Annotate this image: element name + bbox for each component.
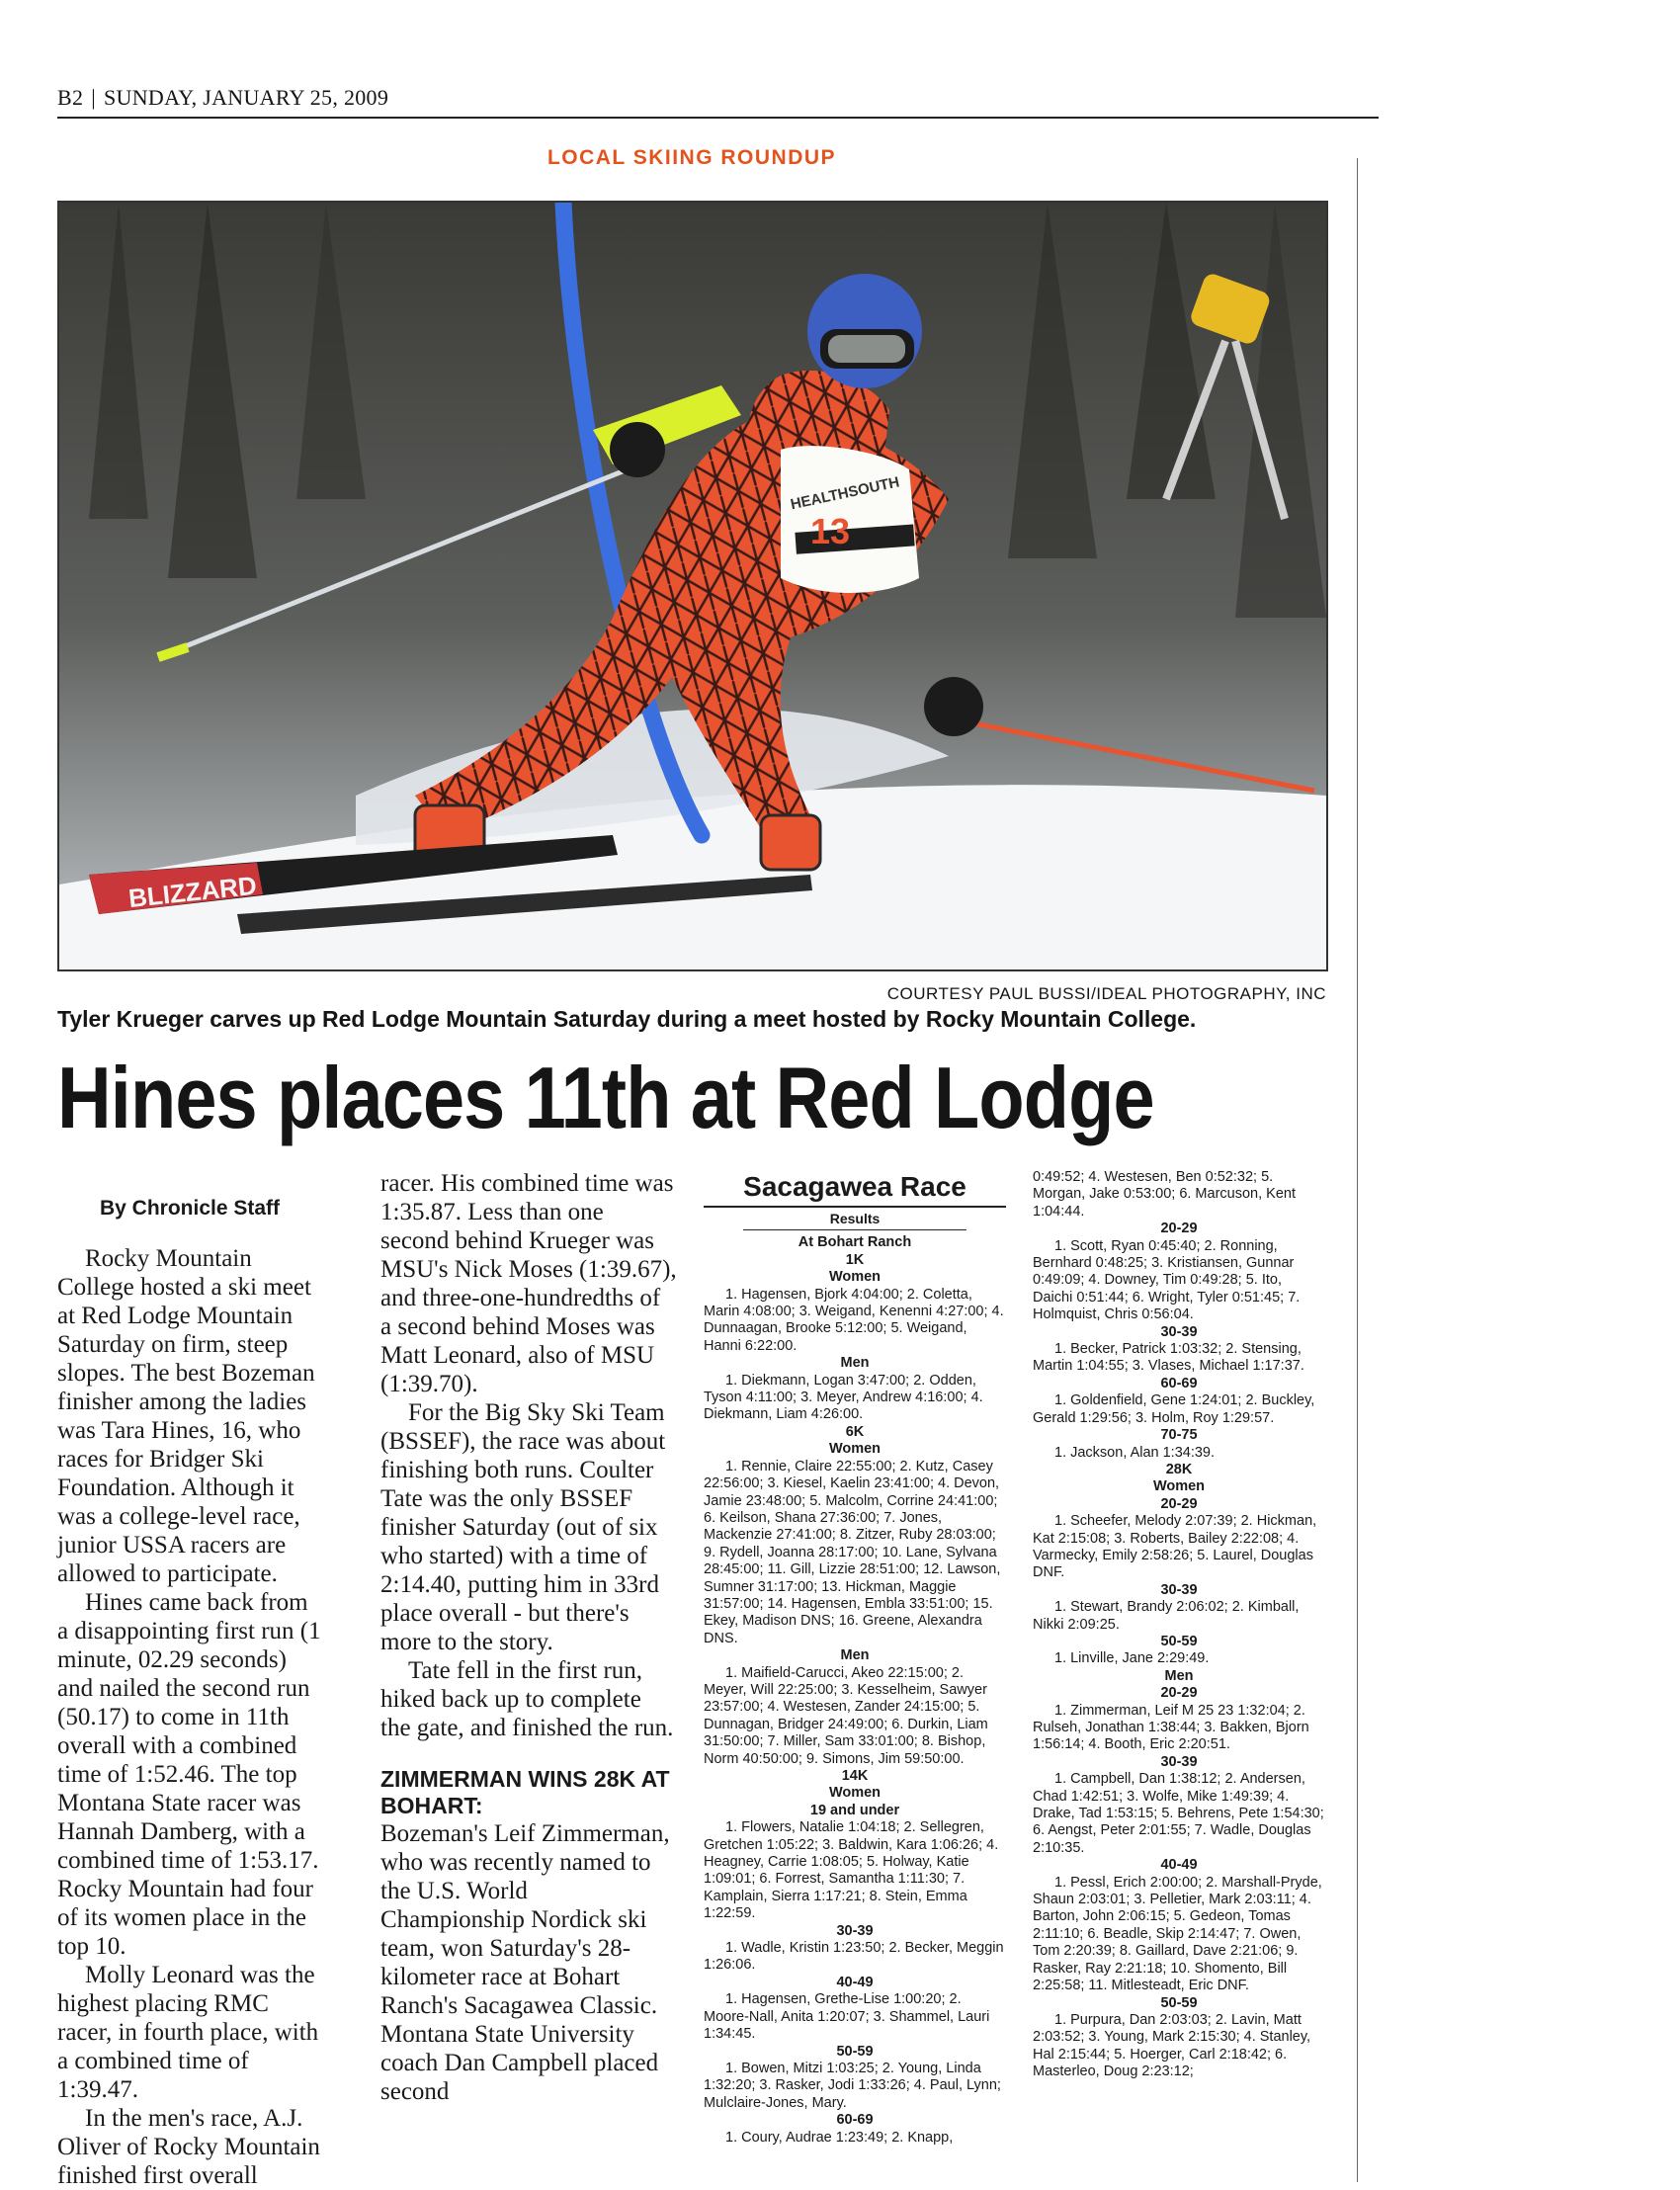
folio-separator: | <box>91 85 96 110</box>
results-entry: 1. Wadle, Kristin 1:23:50; 2. Becker, Meggin 1:26:06. <box>704 1940 1004 1974</box>
results-heading: 6K <box>845 1423 865 1440</box>
headline: Hines places 11th at Red Lodge <box>57 1049 1154 1146</box>
results-heading: 19 and under <box>809 1802 900 1818</box>
results-column-2 <box>1033 1169 1325 2081</box>
results-heading: Men <box>840 1647 870 1664</box>
results-heading: 50-59 <box>1160 1994 1198 2011</box>
results-heading: 30-39 <box>836 1922 874 1939</box>
results-heading: 30-39 <box>1160 1581 1198 1598</box>
results-heading: 30-39 <box>1160 1323 1198 1340</box>
results-heading: 60-69 <box>836 2112 874 2129</box>
photo-credit: COURTESY PAUL BUSSI/IDEAL PHOTOGRAPHY, INC <box>886 984 1326 1003</box>
results-entry: 1. Coury, Audrae 1:23:49; 2. Knapp, <box>725 2129 954 2146</box>
results-entry: 1. Becker, Patrick 1:03:32; 2. Stensing, Martin 1:04:55; 3. Vlases, Michael 1:17:37. <box>1033 1341 1304 1375</box>
article-paragraph: Hines came back from a disappointing first run (1 minute, 02.29 seconds) and nailed the second run (50.17) to come in 11th overall with a combined time of 1:52.46. The top Montana State racer was Hannah Damberg, with a combined time of 1:53.17. Rocky Mountain had four of its women place in the top 10. <box>57 1589 321 1960</box>
page-date: SUNDAY, JANUARY 25, 2009 <box>104 85 389 110</box>
results-entry: 1. Scheefer, Melody 2:07:39; 2. Hickman, Kat 2:15:08; 3. Roberts, Bailey 2:22:08; 4. Varmecky, Emily 2:58:26; 5. Laurel, Douglas DNF. <box>1033 1513 1317 1581</box>
results-entry: 1. Maifield-Carucci, Akeo 22:15:00; 2. Meyer, Will 22:25:00; 3. Kesselheim, Sawyer 23:57:00; 4. Westesen, Zander 24:15:00; 5. Dunnagan, Bridger 24:49:00; 6. Durkin, Liam 31:50:00; 7. Miller, Sam 33:01:00; 8. Bishop, Norm 40:50:00; 9. Simons, Jim 59:50:00. <box>704 1664 988 1767</box>
results-heading: Men <box>840 1355 870 1372</box>
results-entry: 1. Jackson, Alan 1:34:39. <box>1054 1444 1216 1461</box>
results-heading: Women <box>1152 1478 1206 1495</box>
column-rule <box>1357 158 1358 2182</box>
results-heading: 50-59 <box>1160 1633 1198 1649</box>
results-heading: 28K <box>1165 1461 1193 1477</box>
ski-racer-illustration <box>59 203 1326 969</box>
article-column-1 <box>57 1186 322 2190</box>
results-entry: 1. Campbell, Dan 1:38:12; 2. Andersen, Chad 1:42:51; 3. Wolfe, Mike 1:49:39; 4. Drake, Tad 1:53:15; 5. Behrens, Pete 1:54:30; 6. Aengst, Peter 2:01:55; 7. Wadle, Douglas 2:10:35. <box>1033 1771 1324 1856</box>
results-entry: 0:49:52; 4. Westesen, Ben 0:52:32; 5. Morgan, Jake 0:53:00; 6. Marcuson, Kent 1:04:44. <box>1033 1169 1296 1220</box>
results-heading: 50-59 <box>836 2043 874 2060</box>
results-heading: 60-69 <box>1160 1375 1198 1391</box>
results-entry: 1. Hagensen, Grethe-Lise 1:00:20; 2. Moore-Nall, Anita 1:20:07; 3. Shammel, Lauri 1:34:45. <box>704 1991 990 2043</box>
results-heading: 14K <box>841 1768 869 1784</box>
results-heading: Women <box>828 1441 882 1458</box>
article-paragraph: Molly Leonard was the highest placing RMC racer, in fourth place, with a combined time of 1:39.47. <box>57 1962 319 2103</box>
results-entry: 1. Bowen, Mitzi 1:03:25; 2. Young, Linda 1:32:20; 3. Rasker, Jodi 1:33:26; 4. Paul, Lynn; Mulclaire-Jones, Mary. <box>704 2060 1001 2111</box>
results-heading: 1K <box>845 1251 865 1268</box>
results-entry: 1. Scott, Ryan 0:45:40; 2. Ronning, Bernhard 0:48:25; 3. Kristiansen, Gunnar 0:49:09; 4. Downey, Tim 0:49:28; 5. Ito, Daichi 0:51:44; 6. Wright, Tyler 0:51:45; 7. Holmquist, Chris 0:56:04. <box>1033 1237 1301 1323</box>
results-heading: 30-39 <box>1160 1753 1198 1770</box>
article-paragraph: Tate fell in the first run, hiked back up to complete the gate, and finished the run. <box>380 1657 674 1741</box>
results-entry: 1. Stewart, Brandy 2:06:02; 2. Kimball, Nikki 2:09:25. <box>1033 1599 1300 1633</box>
page-folio <box>57 85 1379 119</box>
results-heading: 20-29 <box>1160 1221 1198 1237</box>
results-heading: 40-49 <box>1160 1857 1198 1874</box>
results-entry: 1. Linville, Jane 2:29:49. <box>1054 1650 1210 1667</box>
article-subhead: ZIMMERMAN WINS 28K AT BOHART: <box>380 1766 670 1818</box>
results-title: Sacagawea Race <box>704 1171 1006 1208</box>
results-entry: 1. Zimmerman, Leif M 25 23 1:32:04; 2. Rulseh, Jonathan 1:38:44; 3. Bakken, Bjorn 1:56:14; 4. Booth, Eric 2:20:51. <box>1033 1702 1309 1753</box>
article-column-2 <box>380 1169 677 2106</box>
article-paragraph: In the men's race, A.J. Oliver of Rocky Mountain finished first overall <box>57 2105 320 2189</box>
ski-brand: BLIZZARD <box>126 870 259 914</box>
results-entry: 1. Diekmann, Logan 3:47:00; 2. Odden, Tyson 4:11:00; 3. Meyer, Andrew 4:16:00; 4. Diekmann, Liam 4:26:00. <box>704 1372 983 1423</box>
bib-sponsor: HEALTHSOUTH <box>789 473 901 514</box>
page-number: B2 <box>57 85 84 110</box>
article-paragraph: Bozeman's Leif Zimmerman, who was recently named to the U.S. World Championship Nordick ski team, won Saturday's 28-kilometer race at Bohart Ranch's Sacagawea Classic. Montana State University coach Dan Campbell placed second <box>380 1820 670 2105</box>
results-heading: 20-29 <box>1160 1495 1198 1512</box>
results-heading: Women <box>828 1269 882 1286</box>
results-heading: Men <box>1164 1667 1194 1684</box>
results-entry: 1. Pessl, Erich 2:00:00; 2. Marshall-Pryde, Shaun 2:03:01; 3. Pelletier, Mark 2:03:11; 4. Barton, John 2:06:15; 5. Gedeon, Tomas 2:11:10; 6. Beadle, Skip 2:14:47; 7. Owen, Tom 2:20:39; 8. Gaillard, Dave 2:21:06; 9. Rasker, Ray 2:21:18; 10. Shomento, Bill 2:25:58; 11. Mitlesteadt, Eric DNF. <box>1033 1874 1322 1994</box>
results-heading: 70-75 <box>1160 1427 1198 1444</box>
bib-number: 13 <box>810 511 851 551</box>
results-entry: 1. Purpura, Dan 2:03:03; 2. Lavin, Matt 2:03:52; 3. Young, Mark 2:15:30; 4. Stanley, Hal 2:15:44; 5. Hoerger, Carl 2:18:42; 6. Masterleo, Doug 2:23:12; <box>1033 2011 1311 2080</box>
results-tag: Results <box>743 1211 966 1230</box>
results-heading: Women <box>828 1785 882 1802</box>
photo-caption: Tyler Krueger carves up Red Lodge Mountain Saturday during a meet hosted by Rocky Mountain College. <box>57 1006 1197 1032</box>
results-heading: 20-29 <box>1160 1685 1198 1702</box>
article-paragraph: racer. His combined time was 1:35.87. Less than one second behind Krueger was MSU's Nick Moses (1:39.67), and three-one-hundredths of a second behind Moses was Matt Leonard, also of MSU (1:39.70). <box>380 1170 677 1397</box>
news-photo <box>57 201 1328 971</box>
results-entry: 1. Flowers, Natalie 1:04:18; 2. Sellegren, Gretchen 1:05:22; 3. Baldwin, Kara 1:06:26; 4. Heagney, Carrie 1:08:05; 5. Holway, Katie 1:09:01; 6. Forrest, Samantha 1:11:30; 7. Kamplain, Sierra 1:17:21; 8. Stein, Emma 1:22:59. <box>704 1819 999 1922</box>
section-label: LOCAL SKIING ROUNDUP <box>546 146 837 169</box>
results-heading: At Bohart Ranch <box>798 1234 912 1251</box>
byline: By Chronicle Staff <box>99 1197 281 1220</box>
results-column-1 <box>704 1171 1006 2147</box>
results-entry: 1. Rennie, Claire 22:55:00; 2. Kutz, Casey 22:56:00; 3. Kiesel, Kaelin 23:41:00; 4. Devon, Jamie 23:48:00; 5. Malcolm, Corrine 24:41:00; 6. Keilson, Shana 27:36:00; 7. Jones, Mackenzie 27:41:00; 8. Zitzer, Ruby 28:03:00; 9. Rydell, Joanna 28:17:00; 10. Lane, Sylvana 28:45:00; 11. Gill, Lizzie 28:51:00; 12. Lawson, Sumner 31:17:00; 13. Hickman, Maggie 31:57:00; 14. Hagensen, Embla 33:51:00; 15. Ekey, Madison DNS; 16. Greene, Alexandra DNS. <box>704 1458 1001 1646</box>
results-entry: 1. Hagensen, Bjork 4:04:00; 2. Coletta, Marin 4:08:00; 3. Weigand, Kenenni 4:27:00; 4. Dunnaagan, Brooke 5:12:00; 5. Weigand, Hanni 6:22:00. <box>704 1286 1004 1354</box>
article-paragraph: Rocky Mountain College hosted a ski meet at Red Lodge Mountain Saturday on firm, steep slopes. The best Bozeman finisher among the ladies was Tara Hines, 16, who races for Bridger Ski Foundation. Although it was a college-level race, junior USSA racers are allowed to participate. <box>57 1245 315 1587</box>
results-entry: 1. Goldenfield, Gene 1:24:01; 2. Buckley, Gerald 1:29:56; 3. Holm, Roy 1:29:57. <box>1033 1392 1315 1426</box>
results-heading: 40-49 <box>836 1974 874 1990</box>
article-paragraph: For the Big Sky Ski Team (BSSEF), the race was about finishing both runs. Coulter Tate was the only BSSEF finisher Saturday (out of six who started) with a time of 2:14.40, putting him in 33rd place overall - but there's more to the story. <box>380 1399 666 1655</box>
